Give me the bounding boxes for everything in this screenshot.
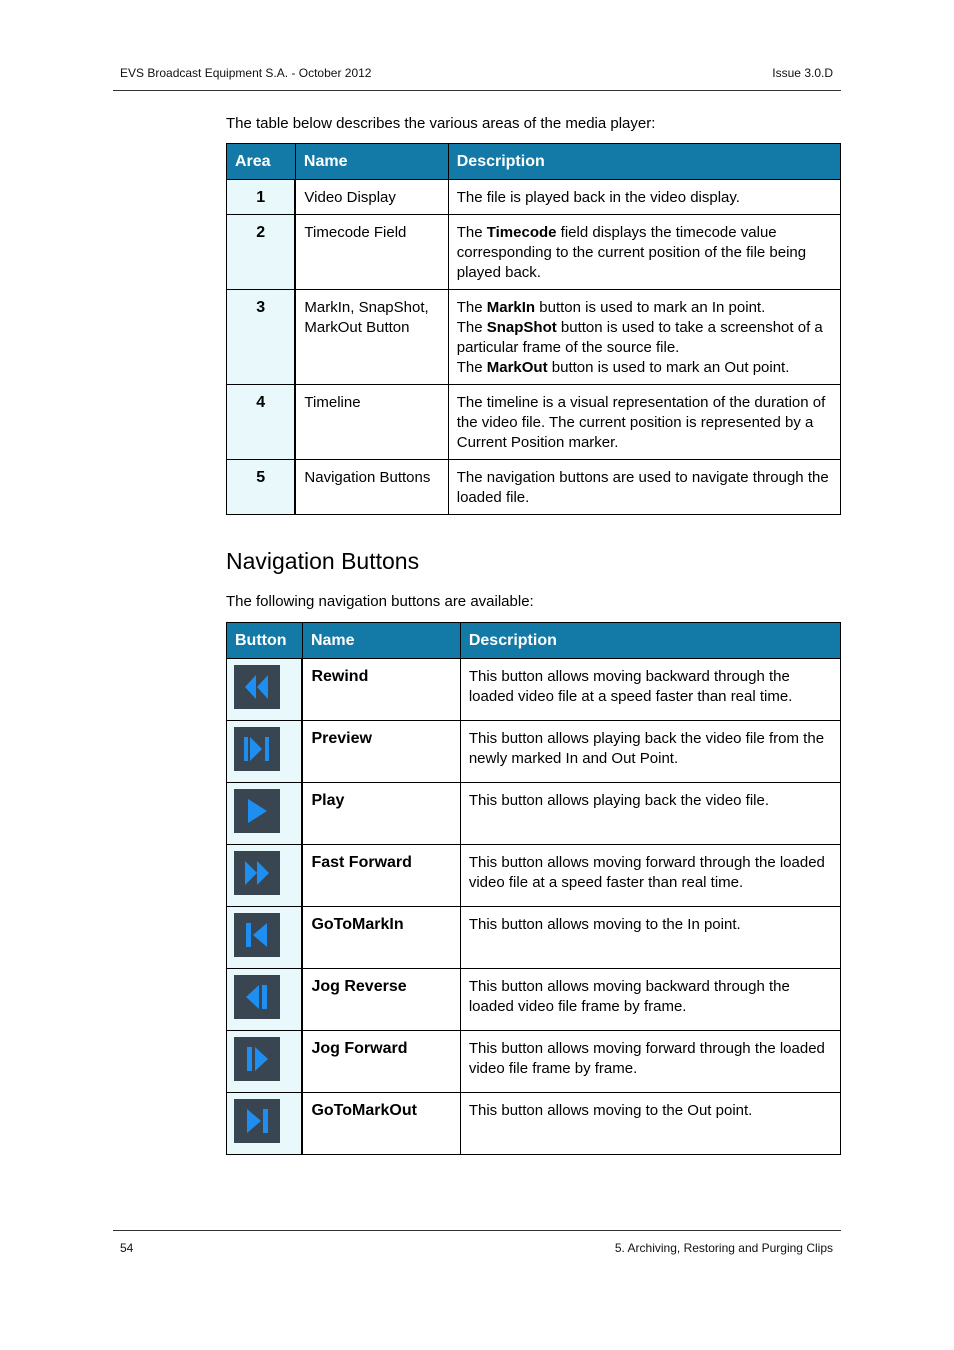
area-number: 4 — [227, 385, 296, 460]
areas-table-header — [227, 144, 841, 180]
table-row — [227, 385, 841, 460]
area-description — [448, 215, 840, 290]
button-name: Rewind — [302, 659, 460, 721]
table-row — [227, 290, 841, 385]
desc-text: The — [456, 224, 487, 241]
header-issue: Issue 3.0.D — [772, 66, 833, 80]
button-name: Preview — [302, 721, 460, 783]
areas-intro: The table below describes the various areas of the media player: — [226, 115, 656, 132]
button-name: GoToMarkIn — [302, 907, 460, 969]
header-rule — [113, 90, 841, 91]
desc-text: button is used to take a screenshot of a particular frame of the source file. — [456, 319, 823, 356]
table-row — [227, 1093, 841, 1155]
header-doc-info: EVS Broadcast Equipment S.A. - October 2012 — [120, 66, 372, 80]
area-name: Timecode Field — [295, 215, 448, 290]
desc-term: SnapShot — [486, 319, 557, 336]
button-name: Jog Forward — [302, 1031, 460, 1093]
table-row — [227, 460, 841, 515]
button-description: This button allows moving forward through the loaded video file frame by frame. — [460, 1031, 840, 1093]
preview-icon — [234, 727, 280, 771]
desc-line — [457, 358, 832, 378]
button-description: This button allows moving to the In point. — [460, 907, 840, 969]
button-description: This button allows playing back the video file from the newly marked In and Out Point. — [460, 721, 840, 783]
button-description: This button allows moving to the Out point. — [460, 1093, 840, 1155]
desc-term: MarkIn — [486, 299, 536, 316]
table-row — [227, 783, 841, 845]
button-name: GoToMarkOut — [302, 1093, 460, 1155]
table-row — [227, 721, 841, 783]
button-description: This button allows playing back the video file. — [460, 783, 840, 845]
table-row — [227, 659, 841, 721]
desc-text: field displays the timecode value corresponding to the current position of the file being played back. — [456, 224, 807, 281]
col-header-description: Description — [460, 623, 840, 659]
button-description: This button allows moving forward through the loaded video file at a speed faster than real time. — [460, 845, 840, 907]
desc-term: MarkOut — [486, 359, 548, 376]
jog-forward-icon — [234, 1037, 280, 1081]
area-description — [448, 290, 840, 385]
section-title: Navigation Buttons — [226, 548, 420, 574]
button-name: Play — [302, 783, 460, 845]
chapter-title: 5. Archiving, Restoring and Purging Clips — [614, 1241, 833, 1255]
area-description: The timeline is a visual representation of the duration of the video file. The current position is represented by a Current Position marker. — [448, 385, 840, 460]
area-number: 3 — [227, 290, 296, 385]
table-row — [227, 845, 841, 907]
buttons-table — [226, 622, 841, 1155]
button-name: Fast Forward — [302, 845, 460, 907]
col-header-button: Button — [227, 623, 303, 659]
desc-line — [457, 298, 832, 318]
table-row — [227, 1031, 841, 1093]
buttons-intro: The following navigation buttons are available: — [226, 593, 534, 610]
goto-markout-icon — [234, 1099, 280, 1143]
desc-text: The — [456, 299, 487, 316]
col-header-name: Name — [295, 144, 448, 180]
area-number: 1 — [227, 180, 296, 215]
desc-text: button is used to mark an Out point. — [547, 359, 790, 376]
areas-table — [226, 143, 841, 515]
button-description: This button allows moving backward through the loaded video file at a speed faster than real time. — [460, 659, 840, 721]
desc-text: button is used to mark an In point. — [535, 299, 766, 316]
fast-forward-icon — [234, 851, 280, 895]
button-name: Jog Reverse — [302, 969, 460, 1031]
area-name: Video Display — [295, 180, 448, 215]
area-name: Timeline — [295, 385, 448, 460]
area-description: The file is played back in the video display. — [448, 180, 840, 215]
col-header-area: Area — [227, 144, 296, 180]
goto-markin-icon — [234, 913, 280, 957]
table-row — [227, 907, 841, 969]
buttons-table-header — [227, 623, 841, 659]
table-row — [227, 215, 841, 290]
col-header-name: Name — [302, 623, 460, 659]
col-header-description: Description — [448, 144, 840, 180]
area-number: 2 — [227, 215, 296, 290]
footer-rule — [113, 1230, 841, 1231]
table-row — [227, 180, 841, 215]
button-description: This button allows moving backward through the loaded video file frame by frame. — [460, 969, 840, 1031]
area-number: 5 — [227, 460, 296, 515]
desc-term: Timecode — [486, 224, 557, 241]
page-number: 54 — [120, 1241, 134, 1255]
jog-reverse-icon — [234, 975, 280, 1019]
area-name: MarkIn, SnapShot, MarkOut Button — [295, 290, 448, 385]
area-name: Navigation Buttons — [295, 460, 448, 515]
area-description: The navigation buttons are used to navigate through the loaded file. — [448, 460, 840, 515]
rewind-icon — [234, 665, 280, 709]
table-row — [227, 969, 841, 1031]
desc-line — [457, 318, 832, 358]
desc-text: The — [456, 359, 487, 376]
play-icon — [234, 789, 280, 833]
desc-text: The — [456, 319, 487, 336]
